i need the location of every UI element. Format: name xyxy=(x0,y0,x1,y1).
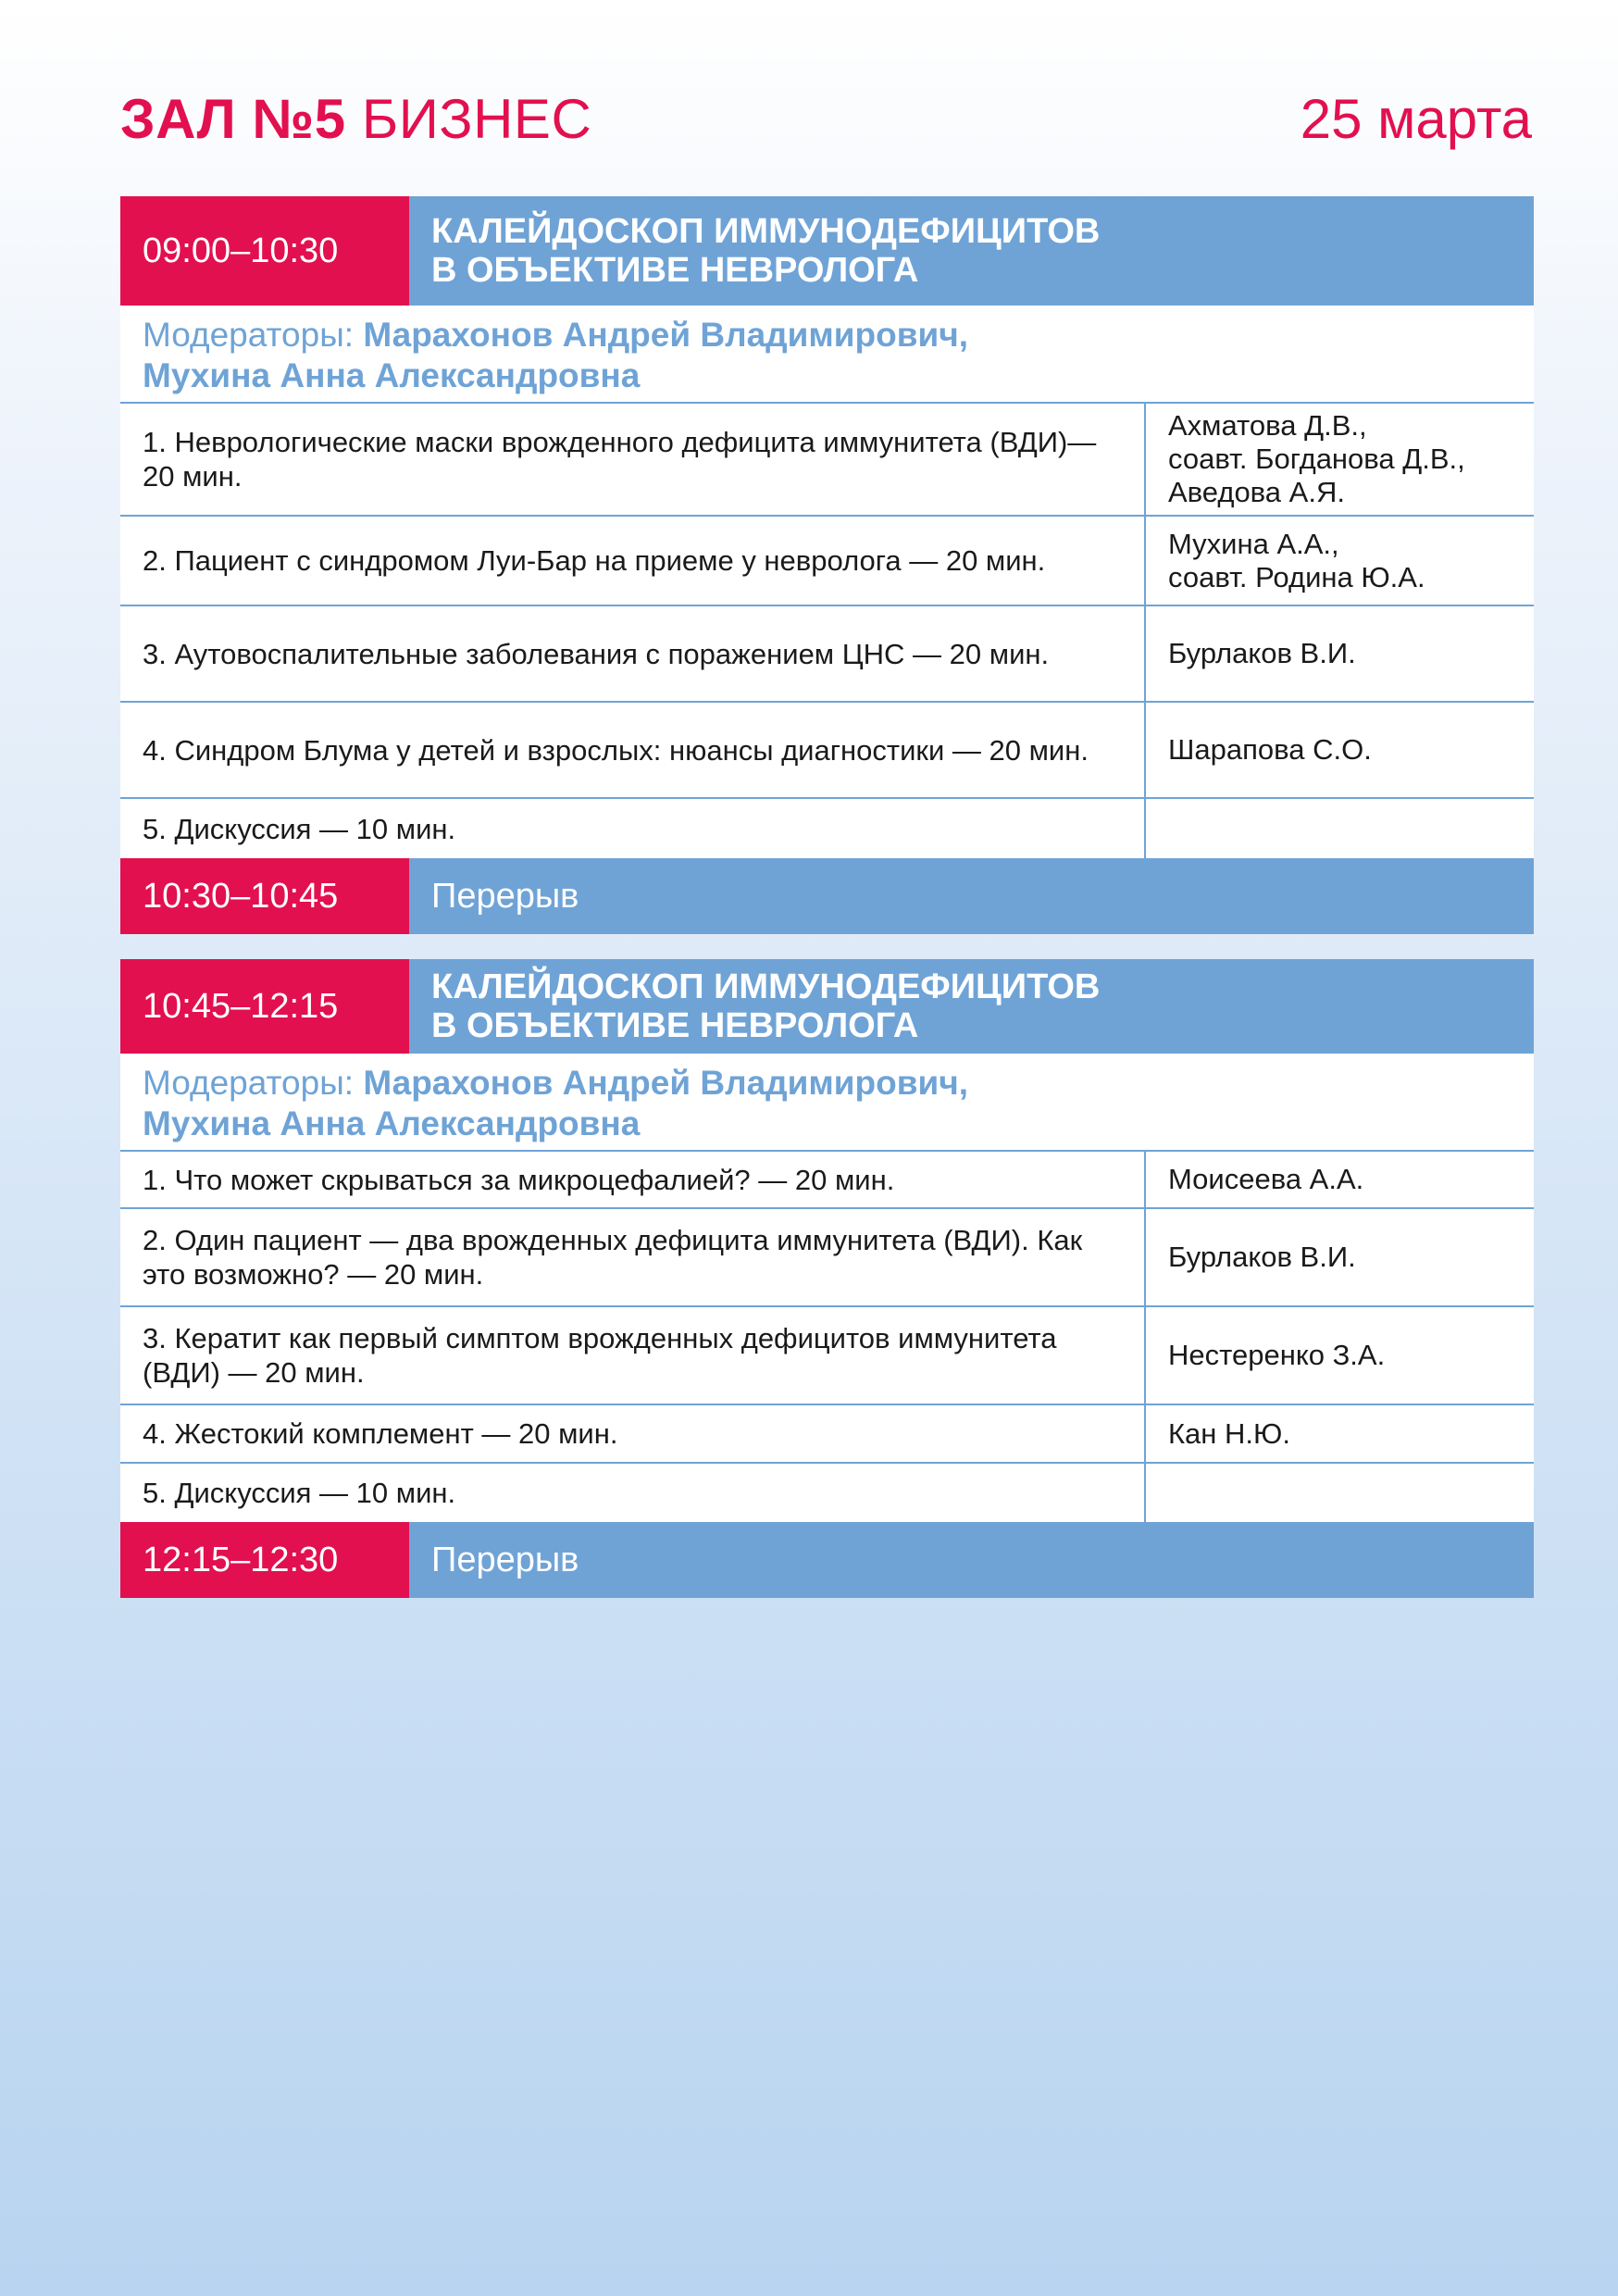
talk-speaker xyxy=(1146,799,1534,858)
moderators xyxy=(120,306,1534,404)
hall-title xyxy=(120,87,591,151)
talk-topic: 5. Дискуссия — 10 мин. xyxy=(120,1464,1146,1522)
talk-topic: 3. Аутовоспалительные заболевания с поражением ЦНС — 20 мин. xyxy=(120,606,1146,701)
talk-row xyxy=(120,1209,1534,1307)
moderator-name: Марахонов Андрей Владимирович, xyxy=(363,316,968,354)
break-row xyxy=(120,858,1534,934)
moderators-label: Модераторы: xyxy=(143,316,355,354)
talk-speaker: Нестеренко З.А. xyxy=(1168,1339,1386,1371)
session-title xyxy=(409,959,1534,1054)
talk-topic: 5. Дискуссия — 10 мин. xyxy=(120,799,1146,858)
talk-row xyxy=(120,799,1534,858)
break-time: 10:30–10:45 xyxy=(120,858,409,934)
break-time: 12:15–12:30 xyxy=(120,1522,409,1598)
moderators-label: Модераторы: xyxy=(143,1064,355,1102)
talk-row xyxy=(120,703,1534,799)
talk-speaker xyxy=(1146,1464,1534,1522)
talk-topic: 2. Пациент с синдромом Луи-Бар на приеме у невролога — 20 мин. xyxy=(120,517,1146,605)
session-time: 09:00–10:30 xyxy=(120,196,409,306)
break-label: Перерыв xyxy=(409,1522,1534,1598)
event-date: 25 марта xyxy=(1300,87,1532,150)
talk-row xyxy=(120,517,1534,606)
talk-speaker: Бурлаков В.И. xyxy=(1168,637,1356,669)
talk-row xyxy=(120,1464,1534,1522)
talk-speaker: Кан Н.Ю. xyxy=(1168,1416,1290,1450)
session-header xyxy=(120,959,1534,1054)
talk-topic: 3. Кератит как первый симптом врожденных дефицитов иммунитета (ВДИ) — 20 мин. xyxy=(120,1307,1146,1404)
hall-name: БИЗНЕС xyxy=(361,87,592,150)
talk-row xyxy=(120,404,1534,517)
moderators xyxy=(120,1054,1534,1152)
talk-row xyxy=(120,1307,1534,1405)
session-title-line: КАЛЕЙДОСКОП ИММУНОДЕФИЦИТОВ xyxy=(431,967,1101,1006)
talk-row xyxy=(120,1405,1534,1464)
session-title xyxy=(409,196,1534,306)
session-block xyxy=(120,196,1534,934)
page-header xyxy=(120,81,1532,156)
moderator-name: Мухина Анна Александровна xyxy=(143,356,641,394)
talk-speaker: Мухина А.А., соавт. Родина Ю.А. xyxy=(1168,527,1425,593)
session-title-line: В ОБЪЕКТИВЕ НЕВРОЛОГА xyxy=(431,251,919,290)
session-header xyxy=(120,196,1534,306)
talk-topic: 4. Синдром Блума у детей и взрослых: нюансы диагностики — 20 мин. xyxy=(120,703,1146,797)
moderator-name: Мухина Анна Александровна xyxy=(143,1104,641,1142)
session-block xyxy=(120,959,1534,1598)
moderator-name: Марахонов Андрей Владимирович, xyxy=(363,1064,968,1102)
talk-speaker: Моисеева А.А. xyxy=(1168,1163,1364,1195)
talk-topic: 2. Один пациент — два врожденных дефицита иммунитета (ВДИ). Как это возможно? — 20 мин. xyxy=(120,1209,1146,1305)
hall-number: ЗАЛ №5 xyxy=(120,87,346,150)
break-label: Перерыв xyxy=(409,858,1534,934)
talk-row xyxy=(120,1152,1534,1209)
talk-topic: 1. Неврологические маски врожденного дефицита иммунитета (ВДИ)— 20 мин. xyxy=(120,404,1146,515)
talk-topic: 4. Жестокий комплемент — 20 мин. xyxy=(120,1405,1146,1462)
talk-row xyxy=(120,606,1534,703)
talk-speaker: Ахматова Д.В., соавт. Богданова Д.В., Аведова А.Я. xyxy=(1168,409,1465,508)
break-row xyxy=(120,1522,1534,1598)
session-title-line: КАЛЕЙДОСКОП ИММУНОДЕФИЦИТОВ xyxy=(431,212,1101,251)
talk-speaker: Шарапова С.О. xyxy=(1168,733,1372,766)
session-title-line: В ОБЪЕКТИВЕ НЕВРОЛОГА xyxy=(431,1006,919,1045)
talk-speaker: Бурлаков В.И. xyxy=(1168,1241,1356,1273)
talk-topic: 1. Что может скрываться за микроцефалией? — 20 мин. xyxy=(120,1152,1146,1207)
session-time: 10:45–12:15 xyxy=(120,959,409,1054)
